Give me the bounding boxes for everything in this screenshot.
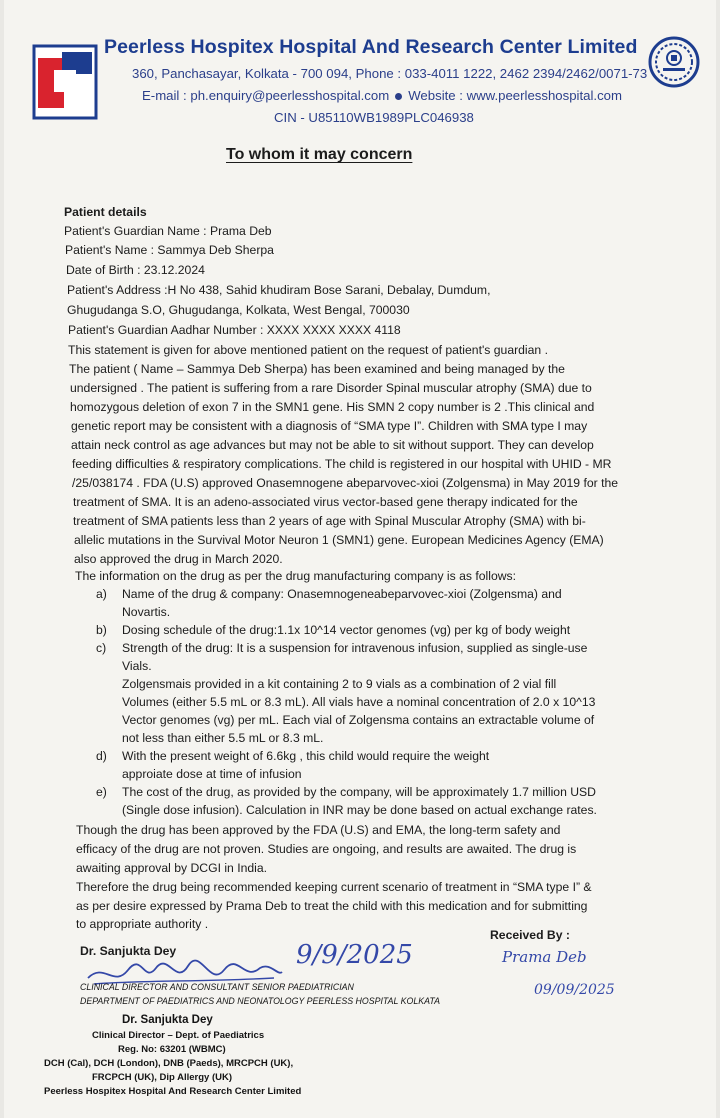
body-line: feeding difficulties & respiratory complications. The child is registered in our hospital with UHID - MR xyxy=(72,457,612,471)
stamp-line: Clinical Director – Dept. of Paediatrics xyxy=(92,1030,265,1041)
body-line: attain neck control as age advances but may not be able to sit without support. They can develop xyxy=(71,438,594,452)
received-signature: Prama Deb xyxy=(502,948,587,966)
stamp-line: Reg. No: 63201 (WBMC) xyxy=(118,1044,226,1055)
patient-address-line2: Ghugudanga S.O, Ghugudanga, Kolkata, West Bengal, 700030 xyxy=(67,303,410,317)
stamp-line: Peerless Hospitex Hospital And Research Center Limited xyxy=(44,1086,302,1097)
hospital-seal-icon xyxy=(648,36,700,88)
list-marker: b) xyxy=(96,623,107,637)
list-marker: a) xyxy=(96,587,107,601)
body-line: also approved the drug in March 2020. xyxy=(74,552,283,566)
list-item-line: Vector genomes (vg) per mL. Each vial of Zolgensma contains an extractable volume of xyxy=(122,713,595,727)
cin-number: CIN - U85110WB1989PLC046938 xyxy=(274,110,474,125)
body-line: undersigned . The patient is suffering from a rare Disorder Spinal muscular atrophy (SMA) due to xyxy=(70,381,592,395)
list-item-line: Vials. xyxy=(122,659,152,673)
body-line: treatment of SMA patients less than 2 years of age with Spinal Muscular Atrophy (SMA) with bi- xyxy=(73,514,586,528)
email-text: E-mail : ph.enquiry@peerlesshospital.com xyxy=(142,88,390,103)
received-date: 09/09/2025 xyxy=(534,982,615,998)
closing-line: awaiting approval by DCGI in India. xyxy=(76,861,268,875)
list-item-line: Volumes (either 5.5 mL or 8.3 mL). All vials have a nominal concentration of 2.0 x 10^13 xyxy=(122,695,596,709)
stamp-name: Dr. Sanjukta Dey xyxy=(122,1014,213,1026)
guardian-name: Patient's Guardian Name : Prama Deb xyxy=(64,224,272,238)
list-marker: e) xyxy=(96,785,107,799)
hospital-logo-icon xyxy=(32,44,98,120)
received-by-label: Received By : xyxy=(490,928,570,942)
body-line: homozygous deletion of exon 7 in the SMN1 gene. His SMN 2 copy number is 2 .This clinical and xyxy=(70,400,595,414)
body-line: This statement is given for above mentioned patient on the request of patient's guardian . xyxy=(68,343,548,357)
list-item-line: Strength of the drug: It is a suspension for intravenous infusion, supplied as single-use xyxy=(122,641,588,655)
stamp-line: DCH (Cal), DCH (London), DNB (Paeds), MRCPCH (UK), xyxy=(44,1058,294,1069)
list-item-line: Zolgensmais provided in a kit containing 2 to 9 vials as a combination of 2 vial fill xyxy=(122,677,557,691)
list-item-line: Name of the drug & company: Onasemnogeneabeparvovec-xioi (Zolgensma) and xyxy=(122,587,562,601)
patient-name: Patient's Name : Sammya Deb Sherpa xyxy=(65,243,274,257)
list-item-line: (Single dose infusion). Calculation in INR may be done based on actual exchange rates. xyxy=(122,803,597,817)
closing-line: Therefore the drug being recommended keeping current scenario of treatment in “SMA type I” & xyxy=(76,880,592,894)
patient-details-heading: Patient details xyxy=(64,205,147,219)
closing-line: Though the drug has been approved by the FDA (U.S) and EMA, the long-term safety and xyxy=(76,823,561,837)
list-item-line: not less than either 5.5 mL or 8.3 mL. xyxy=(122,731,324,745)
closing-line: as per desire expressed by Prama Deb to treat the child with this medication and for submitting xyxy=(76,899,588,913)
hospital-address: 360, Panchasayar, Kolkata - 700 094, Phone : 033-4011 1222, 2462 2394/2462/0071-73 xyxy=(132,66,648,81)
stamp-line: FRCPCH (UK), Dip Allergy (UK) xyxy=(92,1072,233,1083)
body-line: The patient ( Name – Sammya Deb Sherpa) has been examined and being managed by the xyxy=(69,362,565,376)
doctor-department: DEPARTMENT OF PAEDIATRICS AND NEONATOLOGY PEERLESS HOSPITAL KOLKATA xyxy=(80,996,440,1006)
body-line: genetic report may be consistent with a diagnosis of “SMA type I”. Children with SMA type I may xyxy=(71,419,588,433)
doctor-name: Dr. Sanjukta Dey xyxy=(80,944,177,958)
guardian-aadhar: Patient's Guardian Aadhar Number : XXXX XXXX XXXX 4118 xyxy=(68,323,401,337)
hospital-contact xyxy=(142,88,622,103)
page-title: To whom it may concern xyxy=(226,146,413,163)
body-line: treatment of SMA. It is an adeno-associated virus vector-based gene therapy indicated for the xyxy=(73,495,578,509)
patient-address-line1: Patient's Address :H No 438, Sahid khudiram Bose Sarani, Debalay, Dumdum, xyxy=(67,283,491,297)
handwritten-date: 9/9/2025 xyxy=(296,940,413,970)
date-of-birth: Date of Birth : 23.12.2024 xyxy=(66,263,205,277)
doctor-role: CLINICAL DIRECTOR AND CONSULTANT SENIOR PAEDIATRICIAN xyxy=(80,982,354,992)
closing-line: efficacy of the drug are not proven. Studies are ongoing, and results are awaited. The drug is xyxy=(76,842,577,856)
body-line: /25/038174 . FDA (U.S) approved Onasemnogene abeparvovec-xioi (Zolgensma) in May 2019 for the xyxy=(72,476,619,490)
list-item-line: The cost of the drug, as provided by the company, will be approximately 1.7 million USD xyxy=(122,785,596,799)
list-item-line: Novartis. xyxy=(122,605,171,619)
website-text: Website : www.peerlesshospital.com xyxy=(408,88,622,103)
hospital-name: Peerless Hospitex Hospital And Research Center Limited xyxy=(104,36,638,58)
list-marker: d) xyxy=(96,749,107,763)
list-marker: c) xyxy=(96,641,107,655)
list-item-line: Dosing schedule of the drug:1.1x 10^14 vector genomes (vg) per kg of body weight xyxy=(122,623,571,637)
list-item-line: approiate dose at time of infusion xyxy=(122,767,302,781)
bullet-icon xyxy=(395,93,402,100)
body-line: allelic mutations in the Survival Motor Neuron 1 (SMN1) gene. European Medicines Agency (EMA) xyxy=(74,533,604,547)
list-item-line: With the present weight of 6.6kg , this child would require the weight xyxy=(122,749,490,763)
body-line: The information on the drug as per the drug manufacturing company is as follows: xyxy=(75,569,517,583)
closing-line: to appropriate authority . xyxy=(76,917,209,931)
letter-page xyxy=(4,0,716,1118)
